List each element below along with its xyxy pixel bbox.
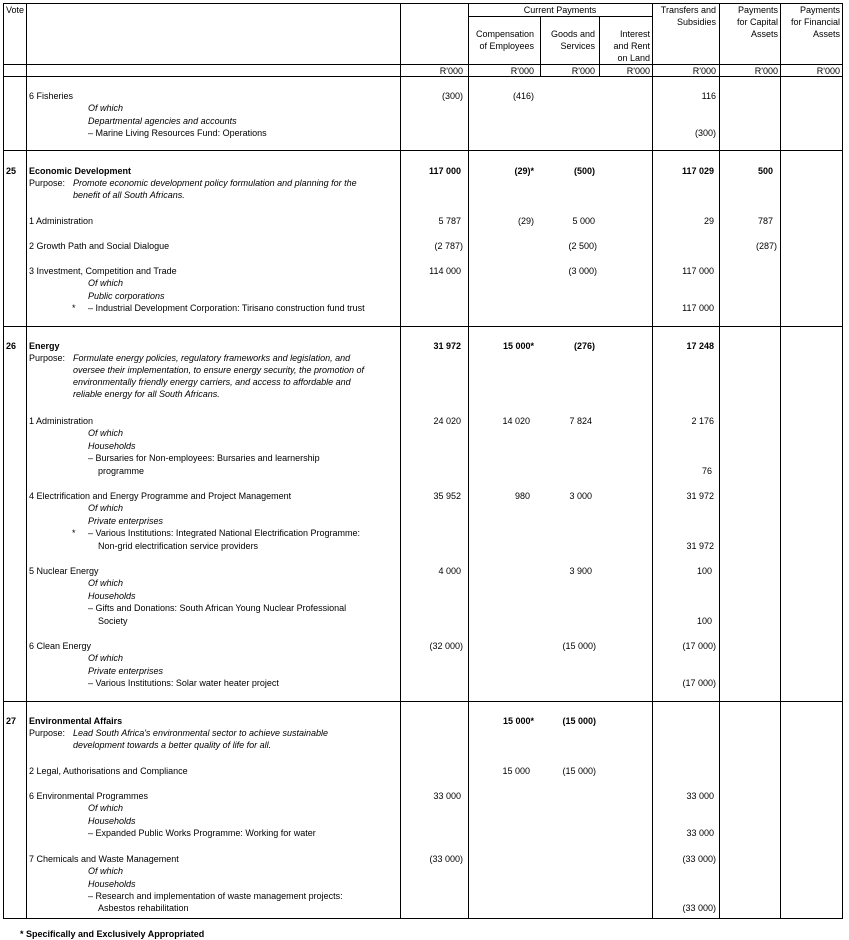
programme-label: 1 Administration xyxy=(29,416,94,426)
compensation-header-line2: of Employees xyxy=(479,41,534,51)
transfers-value: 117 000 xyxy=(682,266,714,276)
current-payments-header: Current Payments xyxy=(523,5,597,15)
footnote: * Specifically and Exclusively Appropriated xyxy=(20,929,205,939)
item-value: (33 000) xyxy=(682,903,716,913)
unit-label: R'000 xyxy=(439,66,463,76)
programme-label: 1 Administration xyxy=(29,216,94,226)
item-label: – Bursaries for Non-employees: Bursaries and learnership xyxy=(88,453,320,463)
compensation-value: (29) xyxy=(517,216,534,226)
programme-label: 6 Fisheries xyxy=(29,91,74,101)
transfers-value: 100 xyxy=(696,566,712,576)
goods-header-line1: Goods and xyxy=(550,29,595,39)
col-border xyxy=(540,16,541,77)
vote-number: 27 xyxy=(6,716,17,726)
item-label-continued: Society xyxy=(98,616,128,626)
goods-value: 7 824 xyxy=(569,416,592,426)
transfers-value: (33 000) xyxy=(682,854,716,864)
compensation-value: (29)* xyxy=(514,166,534,176)
unit-label: R'000 xyxy=(816,66,840,76)
total-value: (33 000) xyxy=(429,854,463,864)
compensation-value: 15 000* xyxy=(502,716,534,726)
transfers-header-line2: Subsidies xyxy=(676,17,716,27)
programme-label: 6 Environmental Programmes xyxy=(29,791,149,801)
vote-name: Economic Development xyxy=(29,166,132,176)
goods-header-line2: Services xyxy=(560,41,595,51)
table-top-border xyxy=(3,3,843,4)
col-border xyxy=(468,3,469,919)
capital-value: 787 xyxy=(757,216,773,226)
item-value: (300) xyxy=(694,128,716,138)
vote-header: Vote xyxy=(6,5,25,15)
purpose-label: Purpose: xyxy=(29,728,66,738)
col-border xyxy=(26,3,27,919)
unit-label: R'000 xyxy=(571,66,595,76)
goods-value: (15 000) xyxy=(562,716,596,726)
item-label: – Various Institutions: Integrated National Electrification Programme: xyxy=(88,528,360,538)
col-border xyxy=(599,16,600,77)
compensation-value: 980 xyxy=(514,491,530,501)
vote-name: Energy xyxy=(29,341,60,351)
item-value: 31 972 xyxy=(686,541,714,551)
purpose-text: oversee their implementation, to ensure energy security, the promotion of xyxy=(73,365,364,375)
capital-header-line3: Assets xyxy=(750,29,778,39)
goods-value: (15 000) xyxy=(562,641,596,651)
transfers-value: 31 972 xyxy=(686,491,714,501)
category-label: Public corporations xyxy=(88,291,165,301)
total-value: 114 000 xyxy=(429,266,461,276)
vote-name: Environmental Affairs xyxy=(29,716,123,726)
item-label-continued: programme xyxy=(98,466,145,476)
item-label-continued: Asbestos rehabilitation xyxy=(98,903,189,913)
compensation-value: 15 000* xyxy=(502,341,534,351)
of-which-label: Of which xyxy=(88,803,124,813)
transfers-value: (17 000) xyxy=(682,641,716,651)
col-border xyxy=(3,3,4,919)
total-value: 117 000 xyxy=(428,166,461,176)
total-value: 33 000 xyxy=(433,791,461,801)
goods-value: 3 900 xyxy=(569,566,592,576)
goods-value: 3 000 xyxy=(569,491,592,501)
transfers-header-line1: Transfers and xyxy=(660,5,716,15)
item-label: – Research and implementation of waste management projects: xyxy=(88,891,343,901)
total-value: (32 000) xyxy=(429,641,463,651)
of-which-label: Of which xyxy=(88,428,124,438)
total-value: (300) xyxy=(441,91,463,101)
purpose-text: Lead South Africa's environmental sector to achieve sustainable xyxy=(73,728,329,738)
item-label: – Various Institutions: Solar water heater project xyxy=(88,678,279,688)
programme-label: 3 Investment, Competition and Trade xyxy=(29,266,177,276)
transfers-value: 29 xyxy=(703,216,714,226)
capital-value: 500 xyxy=(757,166,773,176)
vote-number: 26 xyxy=(6,341,17,351)
table-bottom-border xyxy=(3,918,843,919)
item-label-continued: Non-grid electrification service providers xyxy=(98,541,259,551)
purpose-text: Formulate energy policies, regulatory frameworks and legislation, and xyxy=(73,353,351,363)
capital-value: (287) xyxy=(755,241,777,251)
total-value: 24 020 xyxy=(433,416,461,426)
appropriated-marker: * xyxy=(72,528,76,538)
col-border xyxy=(652,3,653,919)
item-label: – Marine Living Resources Fund: Operations xyxy=(88,128,267,138)
unit-label: R'000 xyxy=(626,66,650,76)
total-value: 4 000 xyxy=(438,566,461,576)
transfers-value: 116 xyxy=(701,91,716,101)
section-divider xyxy=(3,326,843,327)
total-value: 5 787 xyxy=(438,216,461,226)
goods-value: (500) xyxy=(573,166,595,176)
transfers-value: 117 029 xyxy=(681,166,714,176)
total-value: 35 952 xyxy=(433,491,461,501)
item-value: (17 000) xyxy=(682,678,716,688)
goods-value: (3 000) xyxy=(568,266,597,276)
capital-header-line1: Payments xyxy=(737,5,778,15)
programme-label: 2 Legal, Authorisations and Compliance xyxy=(29,766,188,776)
total-value: (2 787) xyxy=(434,241,463,251)
category-label: Households xyxy=(88,816,136,826)
item-label: – Expanded Public Works Programme: Working for water xyxy=(88,828,316,838)
appropriated-marker: * xyxy=(72,303,76,313)
compensation-value: 15 000 xyxy=(502,766,530,776)
of-which-label: Of which xyxy=(88,503,124,513)
programme-label: 5 Nuclear Energy xyxy=(29,566,99,576)
purpose-label: Purpose: xyxy=(29,178,66,188)
purpose-text: development towards a better quality of life for all. xyxy=(73,740,272,750)
current-payments-underline xyxy=(468,16,652,17)
category-label: Households xyxy=(88,591,136,601)
item-label: – Gifts and Donations: South African Young Nuclear Professional xyxy=(88,603,347,613)
unit-label: R'000 xyxy=(692,66,716,76)
transfers-value: 17 248 xyxy=(686,341,714,351)
item-label: – Industrial Development Corporation: Tirisano construction fund trust xyxy=(88,303,365,313)
financial-header-line3: Assets xyxy=(812,29,840,39)
purpose-text: benefit of all South Africans. xyxy=(73,190,185,200)
goods-value: (276) xyxy=(573,341,595,351)
goods-value: (2 500) xyxy=(568,241,597,251)
transfers-value: 2 176 xyxy=(691,416,714,426)
programme-label: 4 Electrification and Energy Programme and Project Management xyxy=(29,491,292,501)
of-which-label: Of which xyxy=(88,653,124,663)
category-label: Private enterprises xyxy=(88,516,164,526)
of-which-label: Of which xyxy=(88,578,124,588)
financial-header-line2: for Financial xyxy=(790,17,840,27)
interest-header-line3: on Land xyxy=(617,53,650,63)
purpose-text: reliable energy for all South Africans. xyxy=(73,389,220,399)
section-divider xyxy=(3,701,843,702)
programme-label: 6 Clean Energy xyxy=(29,641,92,651)
category-label: Departmental agencies and accounts xyxy=(88,116,237,126)
compensation-header-line1: Compensation xyxy=(475,29,534,39)
compensation-value: (416) xyxy=(512,91,534,101)
interest-header-line1: Interest xyxy=(619,29,650,39)
programme-label: 2 Growth Path and Social Dialogue xyxy=(29,241,170,251)
col-border xyxy=(780,3,781,919)
col-border xyxy=(400,3,401,919)
goods-value: 5 000 xyxy=(572,216,595,226)
item-value: 33 000 xyxy=(686,828,714,838)
purpose-label: Purpose: xyxy=(29,353,66,363)
item-value: 100 xyxy=(696,616,712,626)
section-divider xyxy=(3,150,843,151)
col-border xyxy=(842,3,843,919)
transfers-value: 33 000 xyxy=(686,791,714,801)
category-label: Private enterprises xyxy=(88,666,164,676)
programme-label: 7 Chemicals and Waste Management xyxy=(29,854,179,864)
of-which-label: Of which xyxy=(88,278,124,288)
vote-number: 25 xyxy=(6,166,17,176)
item-value: 117 000 xyxy=(682,303,714,313)
compensation-value: 14 020 xyxy=(502,416,530,426)
financial-header-line1: Payments xyxy=(799,5,840,15)
interest-header-line2: and Rent xyxy=(613,41,650,51)
of-which-label: Of which xyxy=(88,103,124,113)
category-label: Households xyxy=(88,441,136,451)
unit-label: R'000 xyxy=(510,66,534,76)
capital-header-line2: for Capital xyxy=(736,17,778,27)
item-value: 76 xyxy=(701,466,712,476)
unit-label: R'000 xyxy=(754,66,778,76)
of-which-label: Of which xyxy=(88,866,124,876)
col-border xyxy=(719,3,720,919)
purpose-text: Promote economic development policy formulation and planning for the xyxy=(73,178,357,188)
total-value: 31 972 xyxy=(433,341,461,351)
purpose-text: environmentally friendly energy carriers, and access to affordable and xyxy=(73,377,351,387)
goods-value: (15 000) xyxy=(562,766,596,776)
category-label: Households xyxy=(88,879,136,889)
